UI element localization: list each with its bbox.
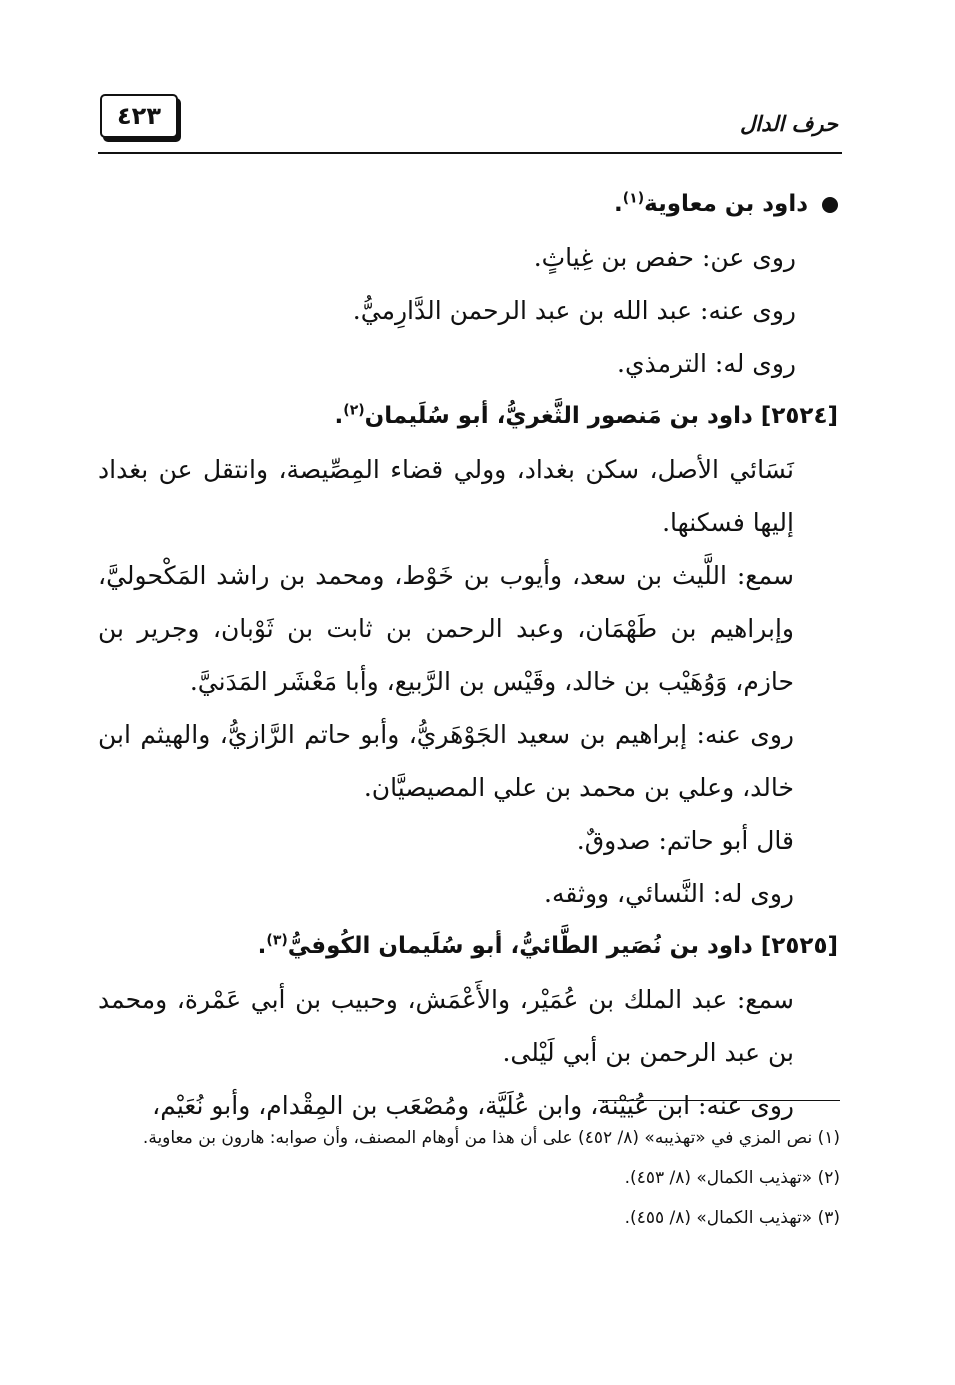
narrated-for: روى له: الترمذي. xyxy=(617,349,796,378)
entry-heading-2525: [٢٥٢٥] داود بن نُصَير الطَّائيُّ، أبو سُلَيمان الكُوفيُّ$^{(٣)}$. xyxy=(257,932,838,959)
narrated-for: روى له: النَّسائي، ووثقه. xyxy=(544,879,794,908)
narrated-by: روى عنه: عبد الله بن عبد الرحمن الدَّارِميُّ. xyxy=(352,296,796,325)
running-title: حرف الدال xyxy=(740,112,838,136)
grading: قال أبو حاتم: صدوقٌ. xyxy=(576,826,794,855)
footnote-2: (٢) «تهذيب الكمال» (٨/ ٤٥٣). xyxy=(624,1168,840,1188)
page-number-box xyxy=(100,94,178,138)
running-header xyxy=(98,88,842,168)
footnote-ref-2: (٢) xyxy=(343,402,365,419)
footnote-ref-1: (١) xyxy=(622,190,645,207)
footnote-1: (١) نص المزي في «تهذيبه» (٨/ ٤٥٢) على أن هذا من أوهام المصنف، وأن صوابه: هارون بن معاوية. xyxy=(142,1128,840,1148)
footnotes xyxy=(98,1118,840,1238)
entry-heading-2524: [٢٥٢٤] داود بن مَنصور الثَّغريُّ، أبو سُلَيمان$^{(٢)}$. xyxy=(334,402,838,429)
header-rule xyxy=(98,152,842,154)
entry-heading-0: داود بن معاوية$^{(١)}$. xyxy=(98,178,838,231)
footnote-rule xyxy=(598,1100,840,1101)
narrated-by-paragraph: روى عنه: إبراهيم بن سعيد الجَوْهَريُّ، وأبو حاتم الرَّازيُّ، والهيثم ابن خالد، وعلي بن محمد بن علي المصيصيَّان. xyxy=(98,720,794,802)
heard-from-paragraph: سمع: اللَّيث بن سعد، وأيوب بن خَوْط، ومحمد بن راشد المَكْحوليَّ، وإبراهيم بن طَهْمَان، وعبد الرحمن بن ثابت بن ثَوْبان، وجرير بن حازم، وَوُهَيْب بن خالد، وقَيْس بن الرَّبيع، وأبا مَعْشَر المَدَنيَّ. xyxy=(98,561,794,696)
heard-from-paragraph: سمع: عبد الملك بن عُمَيْر، والأَعْمَش، وحبيب بن أبي عَمْرة، ومحمد بن عبد الرحمن بن أبي لَيْلى. xyxy=(98,985,794,1067)
narrated-by: روى عنه: ابن عُيَيْنة، وابن عُلَيَّة، ومُصْعَب بن المِقْدام، وأبو نُعَيْم، xyxy=(152,1091,794,1120)
footnote-3: (٣) «تهذيب الكمال» (٨/ ٤٥٥). xyxy=(624,1208,840,1228)
footnote-ref-3: (٣) xyxy=(266,932,288,949)
narrated-from: روى عن: حفص بن غِياثٍ. xyxy=(533,243,796,272)
main-text xyxy=(98,178,838,1132)
bullet-icon xyxy=(822,197,838,213)
origin-paragraph: نَسَائي الأصل، سكن بغداد، وولي قضاء المِصِّيصة، وانتقل عن بغداد إليها فسكنها. xyxy=(98,455,794,537)
page-number: ٤٢٣ xyxy=(117,102,161,130)
